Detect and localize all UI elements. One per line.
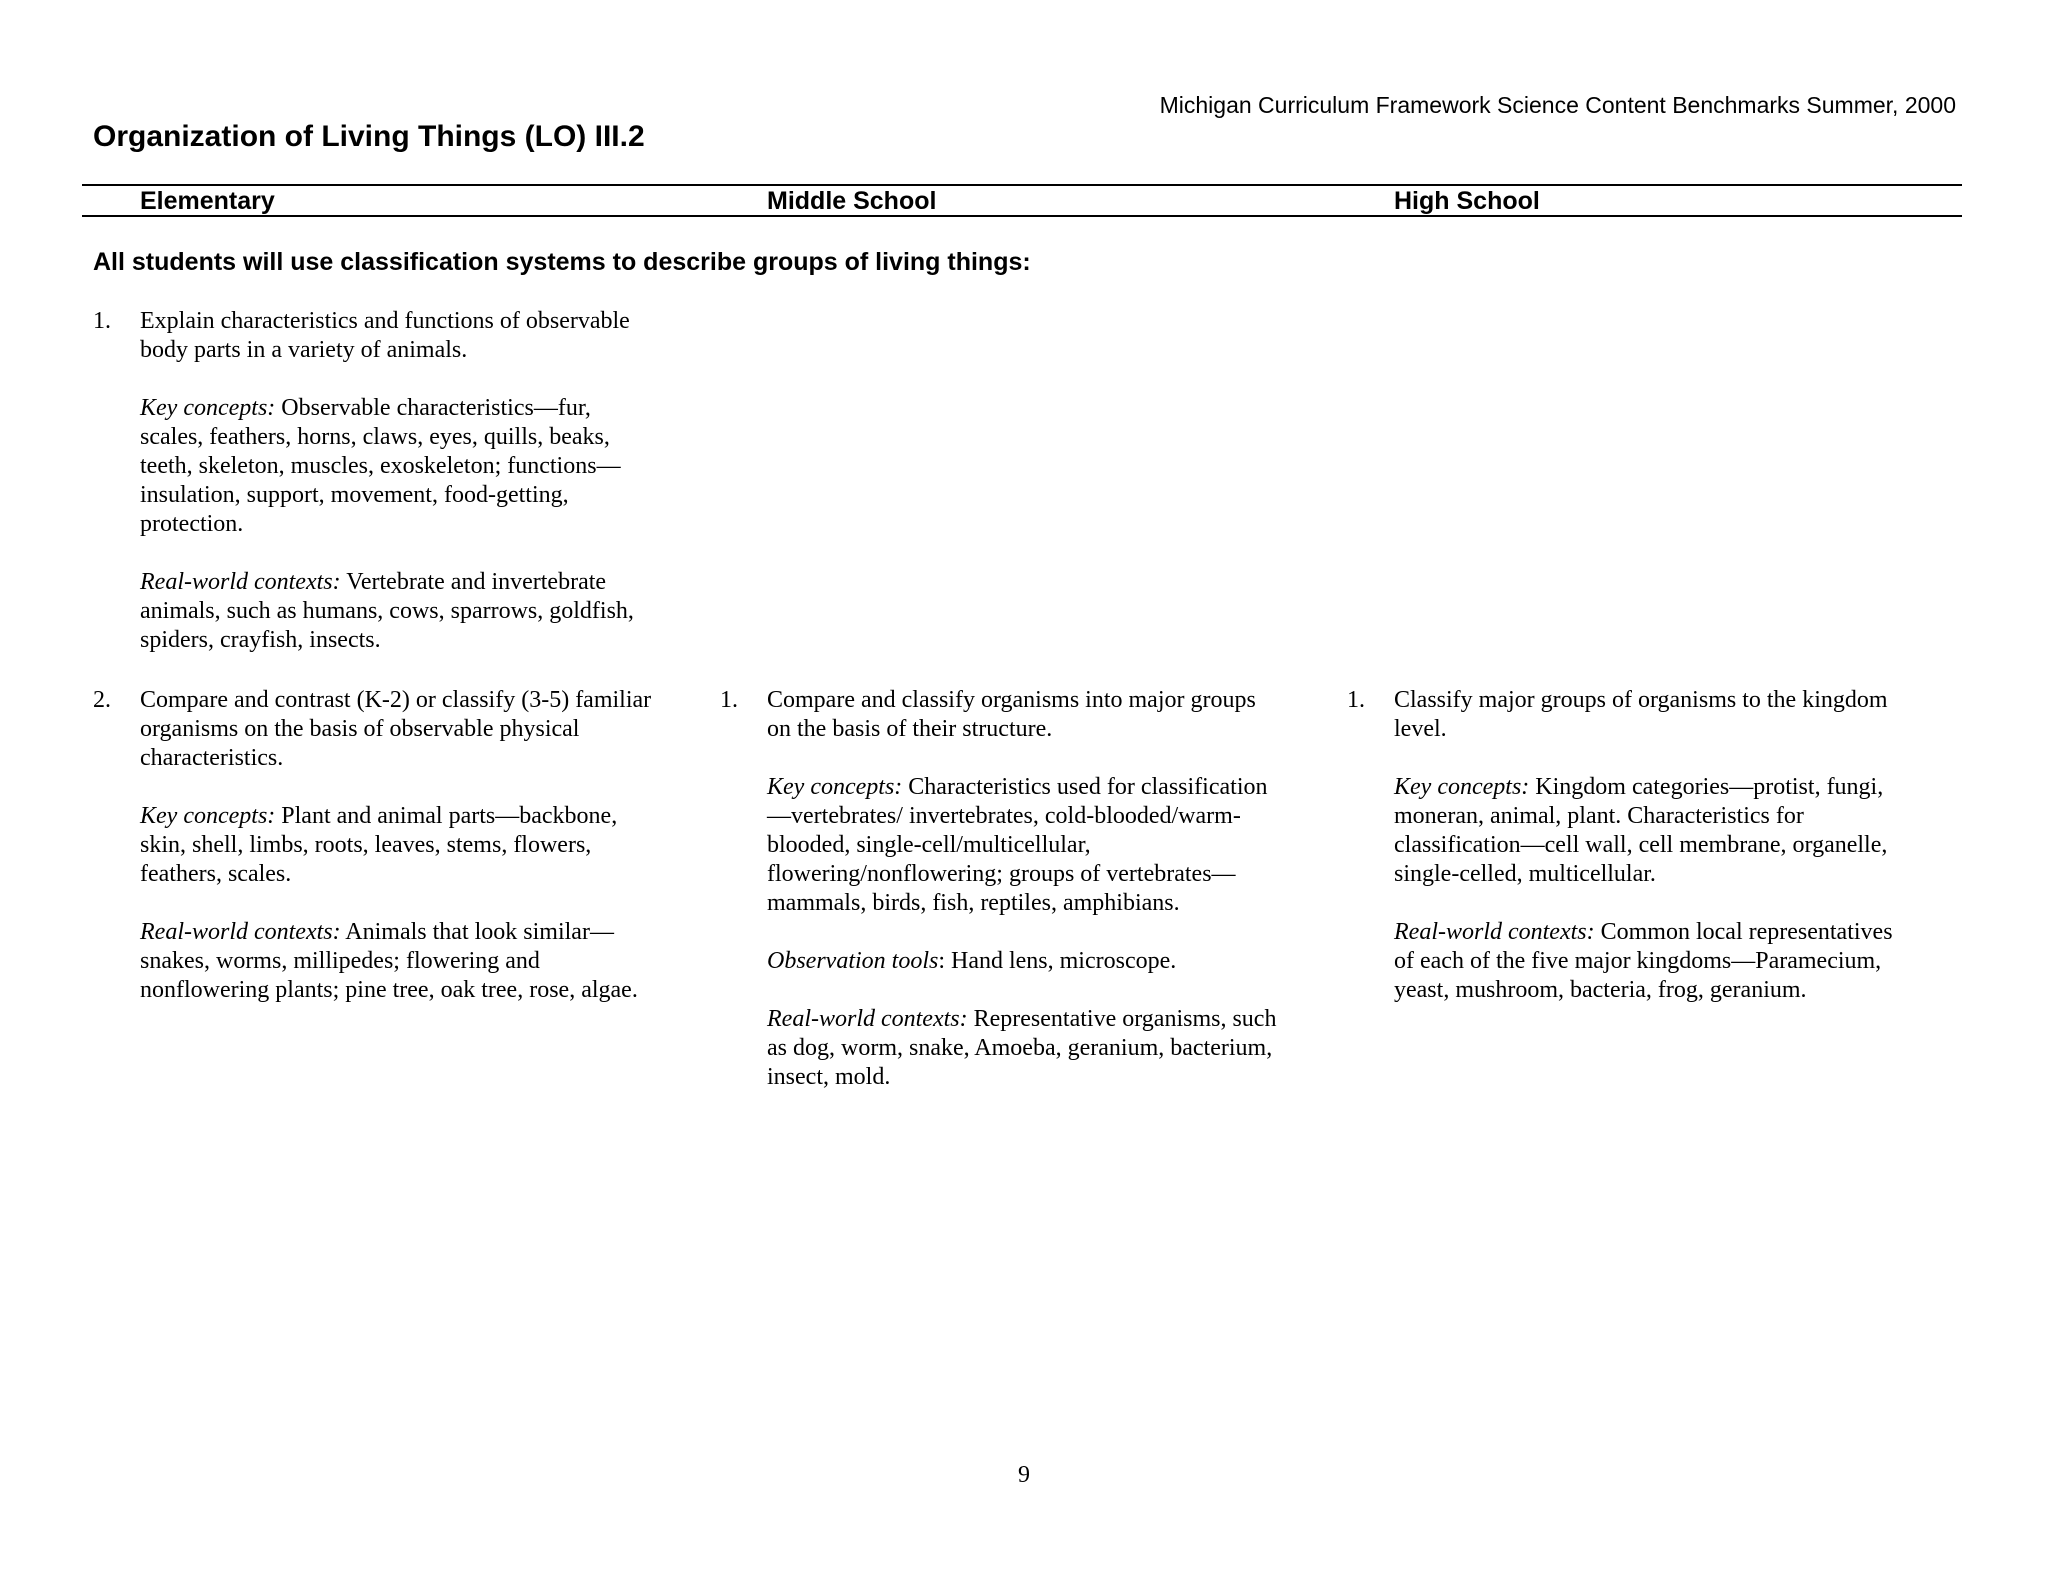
benchmark-number: 1. [1347,687,1365,713]
key-concepts [140,394,653,539]
benchmark-number: 2. [93,687,111,713]
key-concepts-label: Key concepts: [767,774,903,800]
real-world-contexts [140,918,653,1005]
column-header-high-school: High School [1394,187,1540,215]
real-world-contexts-text: Animals that look similar—snakes, worms, millipedes; flowering and nonflowering plants; pine tree, oak tree, rose, algae. [140,919,638,1003]
high-school-benchmark-1 [1347,686,1907,1005]
benchmark-number: 1. [93,308,111,334]
key-concepts-label: Key concepts: [1394,774,1530,800]
framework-header: Michigan Curriculum Framework Science Content Benchmarks Summer, 2000 [1159,92,1956,118]
key-concepts-text: Plant and animal parts—backbone, skin, shell, limbs, roots, leaves, stems, flowers, feathers, scales. [140,803,618,887]
key-concepts-text: Characteristics used for classification—vertebrates/ invertebrates, cold-blooded/warm-blooded, single-cell/multicellular, flowering/nonflowering; groups of vertebrates—mammals, birds, fish, reptiles, amphibians. [767,774,1268,916]
real-world-contexts-label: Real-world contexts: [140,569,341,595]
header-rule-bottom [82,215,1962,217]
real-world-contexts-label: Real-world contexts: [767,1006,968,1032]
key-concepts [140,802,653,889]
page-title: Organization of Living Things (LO) III.2 [93,120,645,153]
middle-school-benchmark-1 [720,686,1280,1092]
key-concepts-label: Key concepts: [140,395,276,421]
real-world-contexts-label: Real-world contexts: [140,919,341,945]
benchmark-statement: Compare and classify organisms into major groups on the basis of their structure. [767,687,1256,742]
real-world-contexts-label: Real-world contexts: [1394,919,1595,945]
standard-statement: All students will use classification systems to describe groups of living things: [93,248,1031,276]
real-world-contexts [767,1005,1280,1092]
key-concepts-label: Key concepts: [140,803,276,829]
elementary-benchmark-2 [93,686,653,1005]
key-concepts-text: Kingdom categories—protist, fungi, moneran, animal, plant. Characteristics for classification—cell wall, cell membrane, organelle, single-celled, multicellular. [1394,774,1888,887]
benchmark-statement: Classify major groups of organisms to the kingdom level. [1394,687,1888,742]
real-world-contexts [140,568,653,655]
benchmark-number: 1. [720,687,738,713]
header-rule-top [82,184,1962,186]
observation-tools-text: : Hand lens, microscope. [938,948,1177,974]
elementary-benchmark-1 [93,307,653,655]
benchmark-statement: Explain characteristics and functions of observable body parts in a variety of animals. [140,308,630,363]
real-world-contexts-text: Representative organisms, such as dog, worm, snake, Amoeba, geranium, bacterium, insect, mold. [767,1006,1277,1090]
observation-tools-label: Observation tools [767,948,939,974]
key-concepts-text: Observable characteristics—fur, scales, feathers, horns, claws, eyes, quills, beaks, teeth, skeleton, muscles, exoskeleton; functions—insulation, support, movement, food-getting, protection. [140,395,621,537]
key-concepts [1394,773,1907,889]
benchmark-statement: Compare and contrast (K-2) or classify (3-5) familiar organisms on the basis of observable physical characteristics. [140,687,652,771]
real-world-contexts-text: Vertebrate and invertebrate animals, such as humans, cows, sparrows, goldfish, spiders, crayfish, insects. [140,569,634,653]
key-concepts [767,773,1280,918]
column-header-middle-school: Middle School [767,187,937,215]
column-header-elementary: Elementary [140,187,275,215]
observation-tools [767,947,1280,976]
page-number: 9 [1018,1462,1030,1488]
real-world-contexts [1394,918,1907,1005]
real-world-contexts-text: Common local representatives of each of the five major kingdoms—Paramecium, yeast, mushroom, bacteria, frog, geranium. [1394,919,1893,1003]
